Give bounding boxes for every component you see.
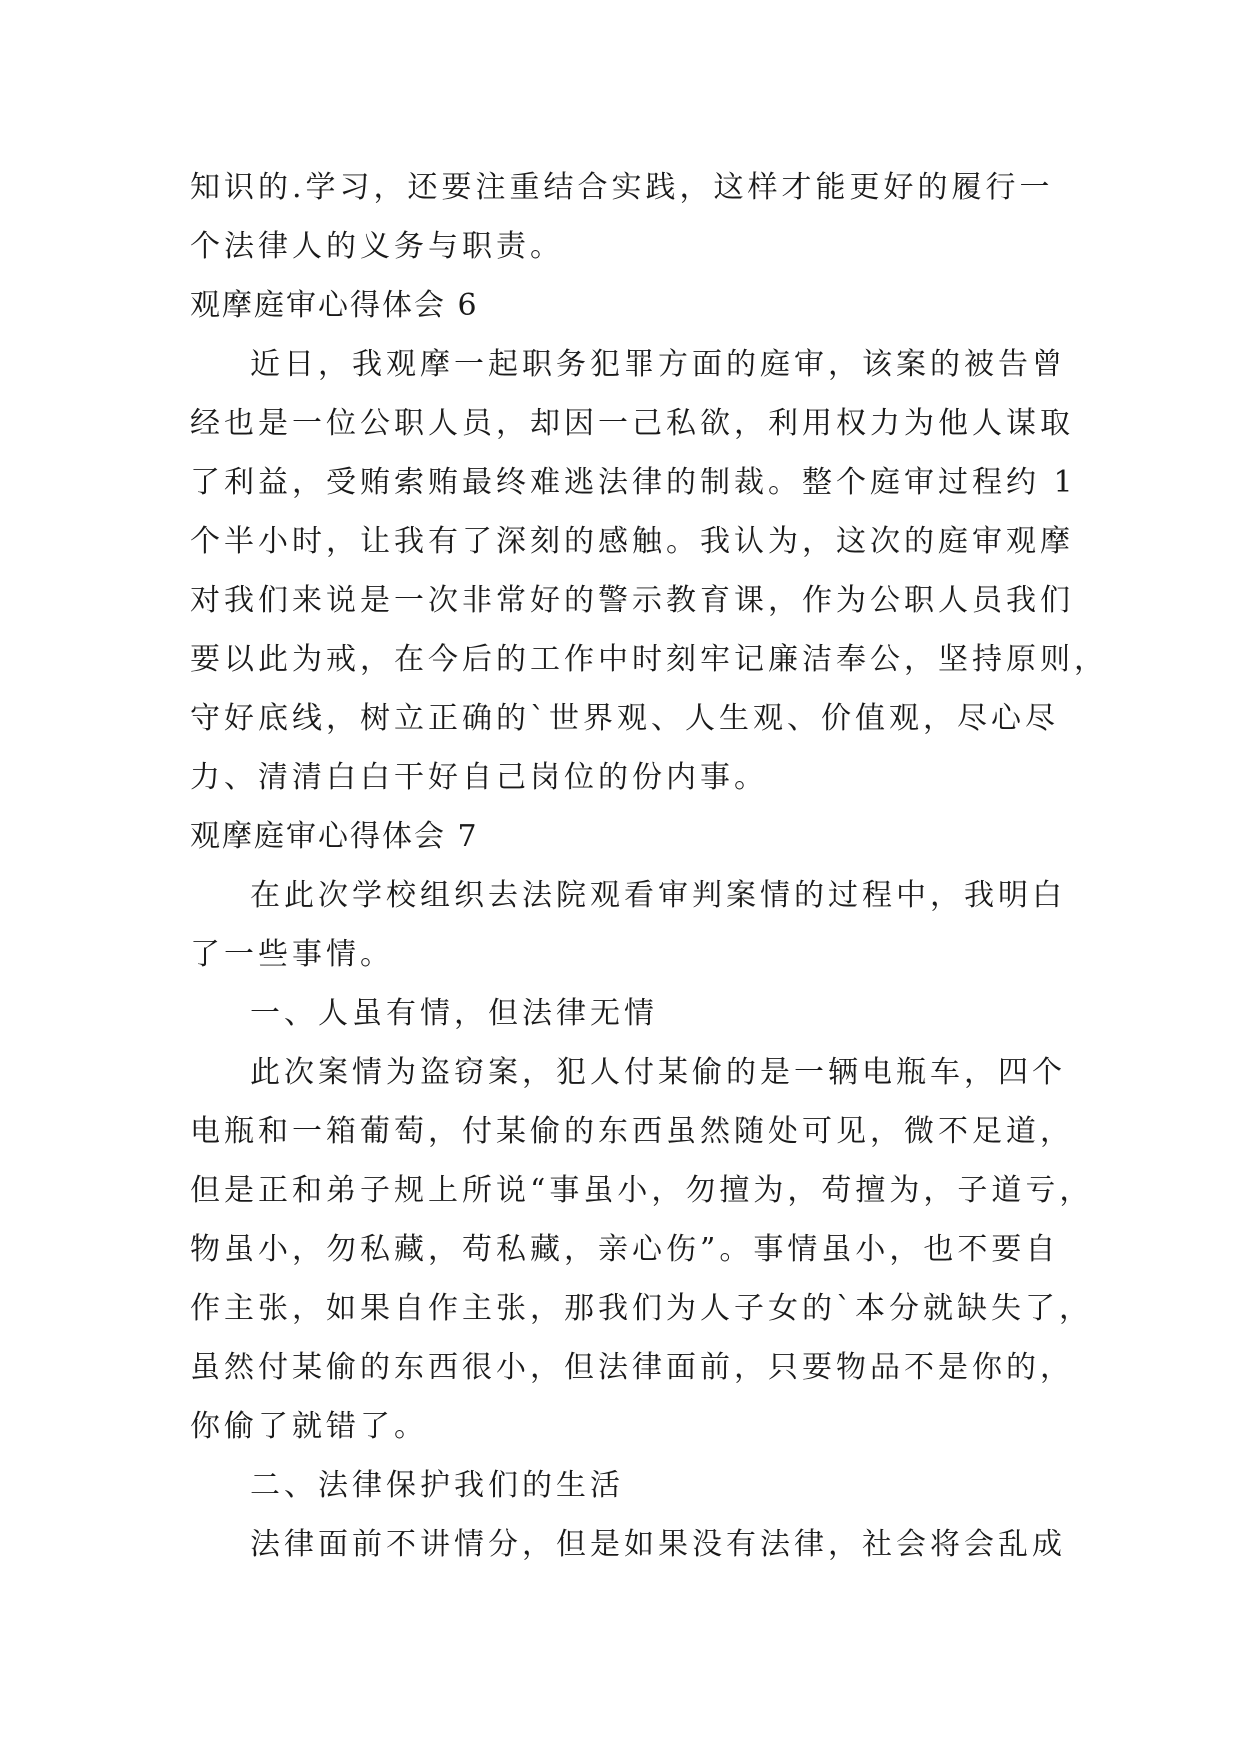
text-line: 法律面前不讲情分，但是如果没有法律，社会将会乱成 [250,1527,1066,1562]
text-line: 作主张，如果自作主张，那我们为人子女的`本分就缺失了， [190,1291,1093,1326]
text-line: 力、清清白白干好自己岗位的份内事。 [190,760,768,795]
section-heading: 观摩庭审心得体会 6 [190,288,479,323]
text-line: 了利益，受贿索贿最终难逃法律的制裁。整个庭审过程约 1 [190,465,1077,500]
text-line: 守好底线，树立正确的`世界观、人生观、价值观，尽心尽 [190,701,1059,736]
section-heading: 观摩庭审心得体会 7 [190,819,479,854]
text-line: 个半小时，让我有了深刻的感触。我认为，这次的庭审观摩 [190,524,1074,559]
text-line: 虽然付某偷的东西很小，但法律面前，只要物品不是你的， [190,1350,1074,1385]
text-line: 经也是一位公职人员，却因一己私欲，利用权力为他人谋取 [190,406,1074,441]
text-line: 物虽小，勿私藏，苟私藏，亲心伤”。事情虽小，也不要自 [190,1232,1060,1267]
document-body [190,158,1108,1574]
text-line: 了一些事情。 [190,937,394,972]
text-line: 知识的.学习，还要注重结合实践，这样才能更好的履行一 [190,170,1054,205]
text-line: 对我们来说是一次非常好的警示教育课，作为公职人员我们 [190,583,1074,618]
text-line: 电瓶和一箱葡萄，付某偷的东西虽然随处可见，微不足道， [190,1114,1074,1149]
text-line: 二、法律保护我们的生活 [250,1468,624,1503]
text-line: 此次案情为盗窃案，犯人付某偷的是一辆电瓶车，四个 [250,1055,1066,1090]
text-line: 你偷了就错了。 [190,1409,428,1444]
text-line: 要以此为戒，在今后的工作中时刻牢记廉洁奉公，坚持原则， [190,642,1108,677]
text-line: 一、人虽有情，但法律无情 [250,996,658,1031]
text-line: 近日，我观摩一起职务犯罪方面的庭审，该案的被告曾 [250,347,1066,382]
text-line: 但是正和弟子规上所说“事虽小，勿擅为，苟擅为，子道亏， [190,1173,1094,1208]
text-line: 在此次学校组织去法院观看审判案情的过程中，我明白 [250,878,1066,913]
text-line: 个法律人的义务与职责。 [190,229,564,264]
